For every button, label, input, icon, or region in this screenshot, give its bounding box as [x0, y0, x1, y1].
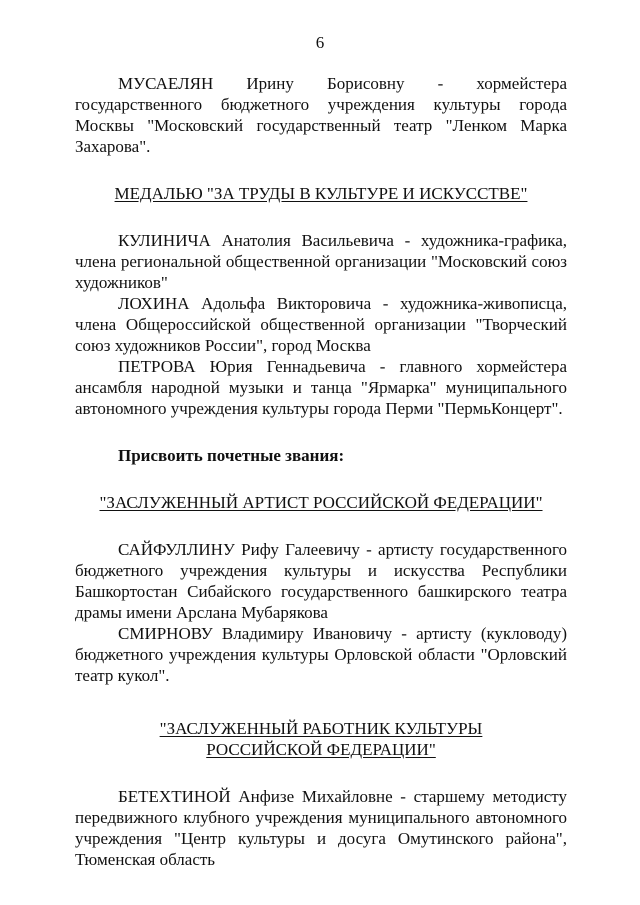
- culture-worker-heading-line-1: "ЗАСЛУЖЕННЫЙ РАБОТНИК КУЛЬТУРЫ: [159, 719, 483, 738]
- awardee-paragraph-betekhtina: БЕТЕХТИНОЙ Анфизе Михайловне - старшему методисту передвижного клубного учреждения муниципального автономного учреждения "Центр культуры и досуга Омутинского района", Тюменская область: [75, 787, 567, 869]
- awardee-paragraph-petrov: ПЕТРОВА Юрия Геннадьевича - главного хормейстера ансамбля народной музыки и танца "Ярмарка" муниципального автономного учреждения культуры города Перми "ПермьКонцерт".: [75, 357, 567, 418]
- awardee-paragraph-sayfullin: САЙФУЛЛИНУ Рифу Галеевичу - артисту государственного бюджетного учреждения культуры и искусства Республики Башкортостан Сибайского государственного башкирского театра драмы имени Арслана Мубарякова: [75, 540, 567, 622]
- culture-worker-heading-line-2: РОССИЙСКОЙ ФЕДЕРАЦИИ": [206, 740, 436, 759]
- medal-heading: МЕДАЛЬЮ "ЗА ТРУДЫ В КУЛЬТУРЕ И ИСКУССТВЕ": [114, 184, 528, 203]
- awardee-paragraph-smirnov: СМИРНОВУ Владимиру Ивановичу - артисту (кукловоду) бюджетного учреждения культуры Орловской области "Орловский театр кукол".: [75, 624, 567, 685]
- page-number: 6: [315, 33, 325, 52]
- artist-title-heading: "ЗАСЛУЖЕННЫЙ АРТИСТ РОССИЙСКОЙ ФЕДЕРАЦИИ": [99, 493, 543, 512]
- document-body: [75, 73, 567, 870]
- awardee-paragraph-musaelyan: МУСАЕЛЯН Ирину Борисовну - хормейстера государственного бюджетного учреждения культуры города Москвы "Московский государственный театр "Ленком Марка Захарова".: [75, 74, 567, 156]
- awardee-paragraph-lokhin: ЛОХИНА Адольфа Викторовича - художника-живописца, члена Общероссийской общественной организации "Творческий союз художников России", город Москва: [75, 294, 567, 355]
- honorary-titles-label: Присвоить почетные звания:: [118, 446, 345, 465]
- awardee-paragraph-kulinich: КУЛИНИЧА Анатолия Васильевича - художника-графика, члена региональной общественной организации "Московский союз художников": [75, 231, 567, 292]
- culture-worker-title-heading: [75, 718, 567, 760]
